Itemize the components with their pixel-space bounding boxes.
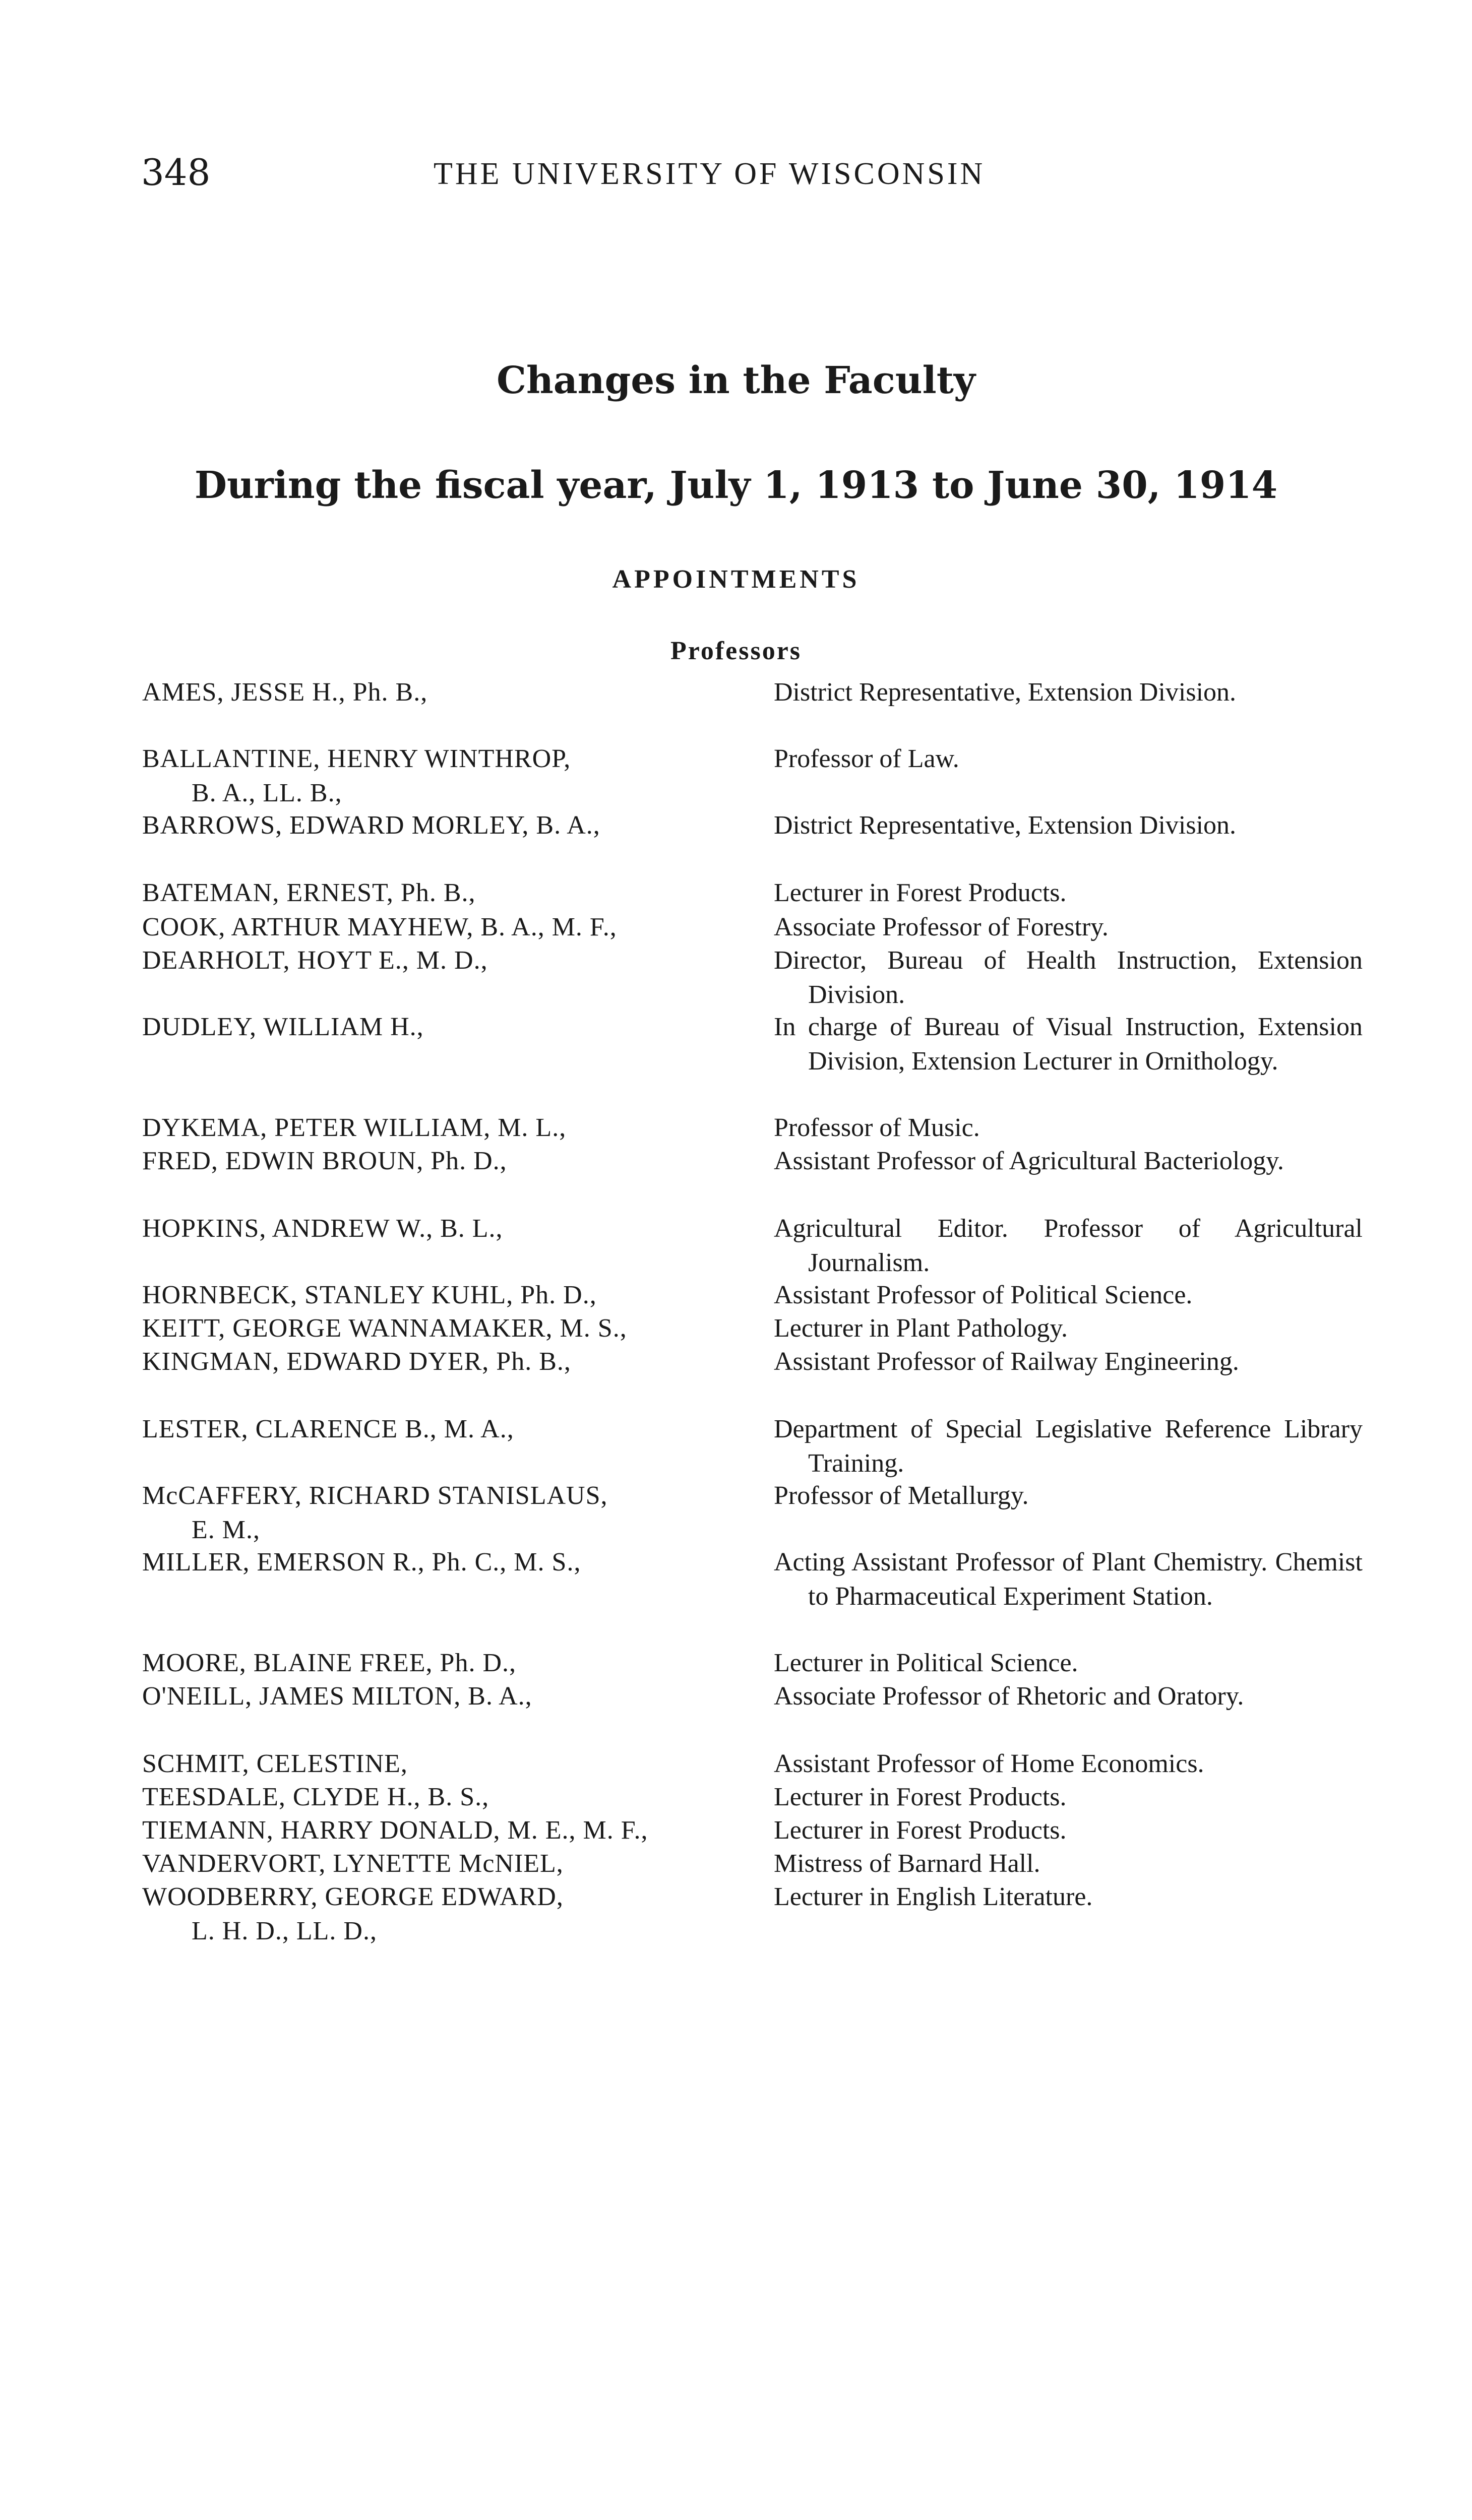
entry-name: [142, 943, 762, 978]
subsection-heading: Professors: [670, 637, 802, 665]
entry-description: Lecturer in Plant Pathology.: [774, 1314, 1068, 1343]
entry-name: [142, 1412, 762, 1446]
entry-description: Director, Bureau of Health Instruction, Extension Division.: [774, 946, 1363, 1009]
name-line: FRED, EDWIN BROUN, Ph. D.,: [142, 1147, 507, 1175]
entry-description: Lecturer in Forest Products.: [774, 1783, 1067, 1811]
entry-name: [142, 1747, 762, 1781]
entry-name: [142, 1780, 762, 1814]
entry-description: Mistress of Barnard Hall.: [774, 1849, 1040, 1878]
name-line: DEARHOLT, HOYT E., M. D.,: [142, 946, 488, 975]
name-line: COOK, ARTHUR MAYHEW, B. A., M. F.,: [142, 913, 617, 941]
name-line: O'NEILL, JAMES MILTON, B. A.,: [142, 1682, 532, 1711]
entry-description: Department of Special Legislative Reference Library Training.: [774, 1415, 1363, 1478]
entry-description: Professor of Music.: [774, 1113, 980, 1142]
entry-name: [142, 1813, 762, 1848]
entry-description: District Representative, Extension Division.: [774, 678, 1237, 707]
name-line: BARROWS, EDWARD MORLEY, B. A.,: [142, 811, 600, 840]
name-line: WOODBERRY, GEORGE EDWARD,: [142, 1882, 564, 1911]
entry-name: [142, 1278, 762, 1312]
entry-description: Acting Assistant Professor of Plant Chemistry. Chemist to Pharmaceutical Experiment Station.: [774, 1548, 1363, 1611]
name-line: McCAFFERY, RICHARD STANISLAUS,: [142, 1481, 608, 1510]
document-title: Changes in the Faculty: [497, 359, 975, 402]
name-line: SCHMIT, CELESTINE,: [142, 1749, 408, 1778]
entry-name: [142, 1880, 762, 1948]
entry-description: District Representative, Extension Division.: [774, 811, 1237, 840]
section-heading: APPOINTMENTS: [612, 565, 860, 594]
entry-description: Lecturer in Political Science.: [774, 1649, 1078, 1677]
entry-name: [142, 675, 762, 710]
entry-name: [142, 1311, 762, 1346]
name-line: DYKEMA, PETER WILLIAM, M. L.,: [142, 1113, 567, 1142]
name-line: BALLANTINE, HENRY WINTHROP,: [142, 744, 571, 773]
entry-name: [142, 1679, 762, 1714]
entry-name: [142, 1345, 762, 1379]
entry-description: Lecturer in Forest Products.: [774, 878, 1067, 907]
entry-name: [142, 1847, 762, 1881]
entry-description: Assistant Professor of Railway Engineering.: [774, 1347, 1239, 1376]
name-line: MILLER, EMERSON R., Ph. C., M. S.,: [142, 1548, 581, 1577]
name-line: KEITT, GEORGE WANNAMAKER, M. S.,: [142, 1314, 627, 1343]
entry-description: Associate Professor of Rhetoric and Oratory.: [774, 1682, 1244, 1711]
name-line-continued: L. H. D., LL. D.,: [192, 1917, 377, 1945]
page-header: [141, 151, 1351, 207]
entry-name: [142, 1111, 762, 1145]
entry-name: [142, 1479, 762, 1547]
entry-description: Agricultural Editor. Professor of Agricultural Journalism.: [774, 1214, 1363, 1277]
entry-name: [142, 876, 762, 910]
entry-description: Lecturer in Forest Products.: [774, 1816, 1067, 1845]
entry-name: [142, 742, 762, 810]
name-line: TEESDALE, CLYDE H., B. S.,: [142, 1783, 489, 1811]
name-line: TIEMANN, HARRY DONALD, M. E., M. F.,: [142, 1816, 648, 1845]
document-subtitle: During the fiscal year, July 1, 1913 to June 30, 1914: [194, 464, 1278, 507]
entry-name: [142, 1646, 762, 1680]
entry-name: [142, 1144, 762, 1178]
entry-description: Assistant Professor of Political Science.: [774, 1281, 1193, 1309]
entry-description: In charge of Bureau of Visual Instruction, Extension Division, Extension Lecturer in Ornithology.: [774, 1013, 1363, 1076]
entry-description: Assistant Professor of Agricultural Bacteriology.: [774, 1147, 1284, 1175]
name-line: KINGMAN, EDWARD DYER, Ph. B.,: [142, 1347, 571, 1376]
entry-description: Professor of Law.: [774, 744, 959, 773]
name-line: HOPKINS, ANDREW W., B. L.,: [142, 1214, 503, 1243]
name-line: LESTER, CLARENCE B., M. A.,: [142, 1415, 514, 1443]
name-line: DUDLEY, WILLIAM H.,: [142, 1013, 424, 1041]
name-line: HORNBECK, STANLEY KUHL, Ph. D.,: [142, 1281, 597, 1309]
entry-description: Lecturer in English Literature.: [774, 1882, 1093, 1911]
entry-description: Associate Professor of Forestry.: [774, 913, 1109, 941]
entry-description: Professor of Metallurgy.: [774, 1481, 1029, 1510]
entry-name: [142, 808, 762, 843]
entry-name: [142, 1010, 762, 1044]
entry-name: [142, 910, 762, 944]
name-line-continued: E. M.,: [192, 1516, 260, 1544]
entry-name: [142, 1212, 762, 1246]
running-head: THE UNIVERSITY OF WISCONSIN: [434, 157, 986, 191]
page-number: 348: [141, 151, 211, 194]
name-line: MOORE, BLAINE FREE, Ph. D.,: [142, 1649, 517, 1677]
name-line: AMES, JESSE H., Ph. B.,: [142, 678, 428, 707]
entry-name: [142, 1545, 762, 1580]
name-line: BATEMAN, ERNEST, Ph. B.,: [142, 878, 476, 907]
name-line: VANDERVORT, LYNETTE McNIEL,: [142, 1849, 564, 1878]
name-line-continued: B. A., LL. B.,: [192, 779, 342, 807]
entry-description: Assistant Professor of Home Economics.: [774, 1749, 1204, 1778]
